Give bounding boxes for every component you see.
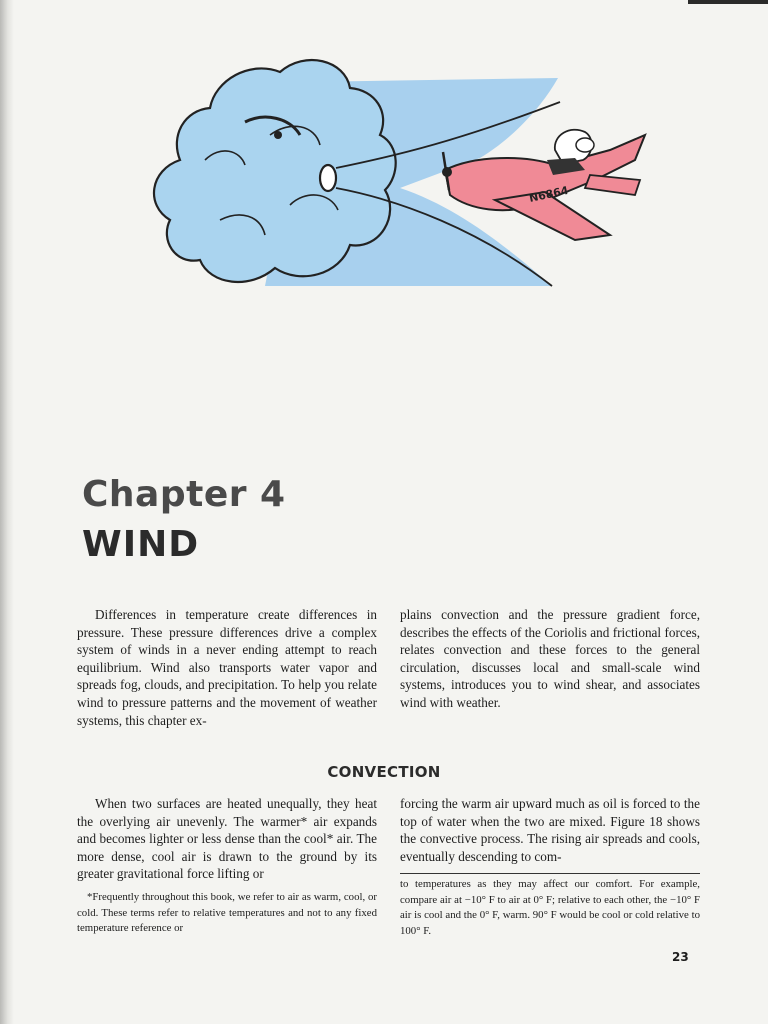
convection-column-left [77, 795, 377, 883]
intro-column-left [77, 606, 377, 729]
intro-paragraph: Differences in temperature create differences in pressure. These pressure differences drive a complex system of winds in a never ending attempt to reach equilibrium. Wind also transports water vapor and spreads fog, clouds, and precipitation. To help you relate wind to pressure patterns and the movement of weather systems, this chapter ex- [77, 607, 377, 728]
chapter-label: Chapter 4 [82, 474, 286, 515]
footnote-text-continued: to temperatures as they may affect our comfort. For example, compare air at −10° F to air at 0° F; relative to each other, the −10° F air is cool and the 0° F, warm. 90° F would be cool or cold relative to 100° F. [400, 878, 700, 937]
footnote-right [400, 877, 700, 939]
wind-cloud-airplane-illustration [100, 40, 680, 310]
footnote-text: *Frequently throughout this book, we refer to air as warm, cool, or cold. These terms refer to relative temperatures and not to any fixed temperature reference or [77, 891, 377, 934]
convection-paragraph-continued: forcing the warm air upward much as oil is forced to the top of water when the two are mixed. Figure 18 shows the convective process. The rising air spreads and cools, eventually descending to com- [400, 796, 700, 864]
intro-column-right [400, 606, 700, 712]
section-heading-convection: CONVECTION [327, 763, 441, 781]
footnote-left [77, 890, 377, 937]
plane-registration: N6864 [527, 183, 570, 205]
convection-column-right [400, 795, 700, 865]
footnote-divider [400, 873, 700, 874]
page-corner-edge [688, 0, 768, 4]
cloud-mouth [320, 165, 336, 191]
page-binding-edge [0, 0, 14, 1024]
cloud-eye [274, 131, 282, 139]
intro-paragraph-continued: plains convection and the pressure gradient force, describes the effects of the Coriolis and frictional forces, relates convection and these forces to the general circulation, discusses local and small-scale wind systems, introduces you to wind shear, and associates wind with weather. [400, 607, 700, 710]
convection-paragraph: When two surfaces are heated unequally, they heat the overlying air unevenly. The warmer* air expands and becomes lighter or less dense than the cool* air. The more dense, cool air is drawn to the ground by its greater gravitational force lifting or [77, 796, 377, 882]
page-number: 23 [672, 950, 689, 964]
chapter-title: WIND [82, 524, 200, 565]
